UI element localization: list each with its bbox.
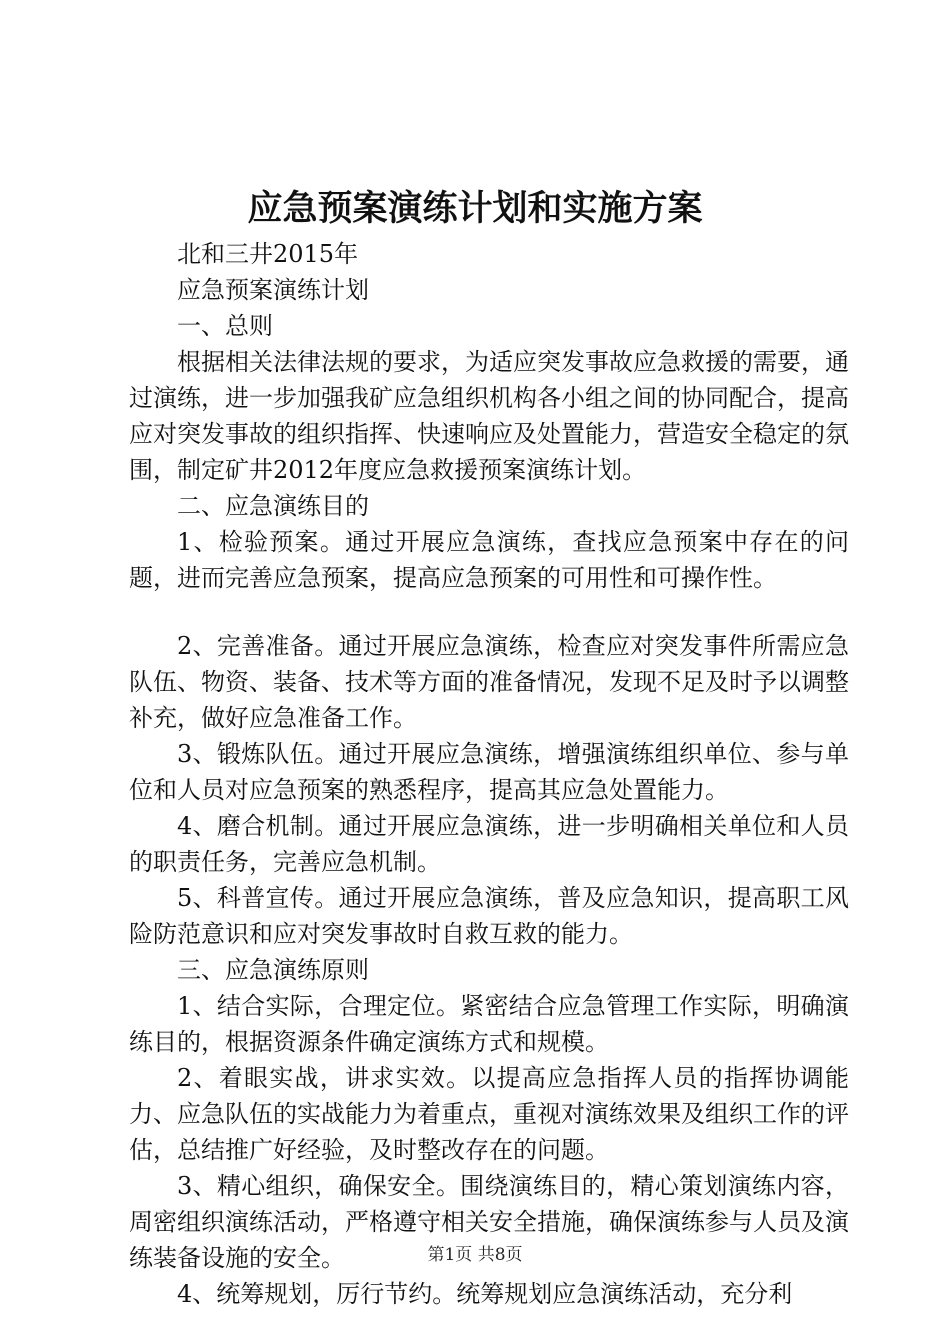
document-body [129, 236, 849, 1312]
paragraph-principle-1: 1、结合实际，合理定位。紧密结合应急管理工作实际，明确演练目的，根据资源条件确定演练方式和规模。 [129, 992, 849, 1056]
paragraph-purpose-5: 5、科普宣传。通过开展应急演练，普及应急知识，提高职工风险防范意识和应对突发事故时自救互救的能力。 [129, 884, 849, 948]
page-footer: 第1页 共8页 [427, 1245, 523, 1265]
paragraph-purpose-1: 1、检验预案。通过开展应急演练，查找应急预案中存在的问题，进而完善应急预案，提高应急预案的可用性和可操作性。 [129, 528, 849, 592]
paragraph-purpose-4: 4、磨合机制。通过开展应急演练，进一步明确相关单位和人员的职责任务，完善应急机制。 [129, 812, 849, 876]
paragraph-principle-2: 2、着眼实战，讲求实效。以提高应急指挥人员的指挥协调能力、应急队伍的实战能力为着重点，重视对演练效果及组织工作的评估，总结推广好经验，及时整改存在的问题。 [129, 1064, 849, 1164]
section-heading-purpose: 二、应急演练目的 [177, 492, 369, 520]
document-title: 应急预案演练计划和实施方案 [247, 188, 703, 229]
paragraph-purpose-2: 2、完善准备。通过开展应急演练，检查应对突发事件所需应急队伍、物资、装备、技术等方面的准备情况，发现不足及时予以调整补充，做好应急准备工作。 [129, 632, 849, 732]
paragraph-principle-3: 3、精心组织，确保安全。围绕演练目的，精心策划演练内容，周密组织演练活动，严格遵守相关安全措施，确保演练参与人员及演练装备设施的安全。 [129, 1172, 849, 1272]
paragraph-organization: 北和三井2015年 [177, 240, 359, 268]
paragraph-principle-4: 4、统筹规划，厉行节约。统筹规划应急演练活动，充分利 [177, 1280, 793, 1308]
section-heading-general: 一、总则 [177, 312, 273, 340]
paragraph-purpose-3: 3、锻炼队伍。通过开展应急演练，增强演练组织单位、参与单位和人员对应急预案的熟悉程序，提高其应急处置能力。 [129, 740, 849, 804]
paragraph-general-body: 根据相关法律法规的要求，为适应突发事故应急救援的需要，通过演练，进一步加强我矿应急组织机构各小组之间的协同配合，提高应对突发事故的组织指挥、快速响应及处置能力，营造安全稳定的氛围，制定矿井2012年度应急救援预案演练计划。 [129, 348, 849, 484]
section-heading-principles: 三、应急演练原则 [177, 956, 369, 984]
paragraph-subtitle: 应急预案演练计划 [177, 276, 369, 304]
